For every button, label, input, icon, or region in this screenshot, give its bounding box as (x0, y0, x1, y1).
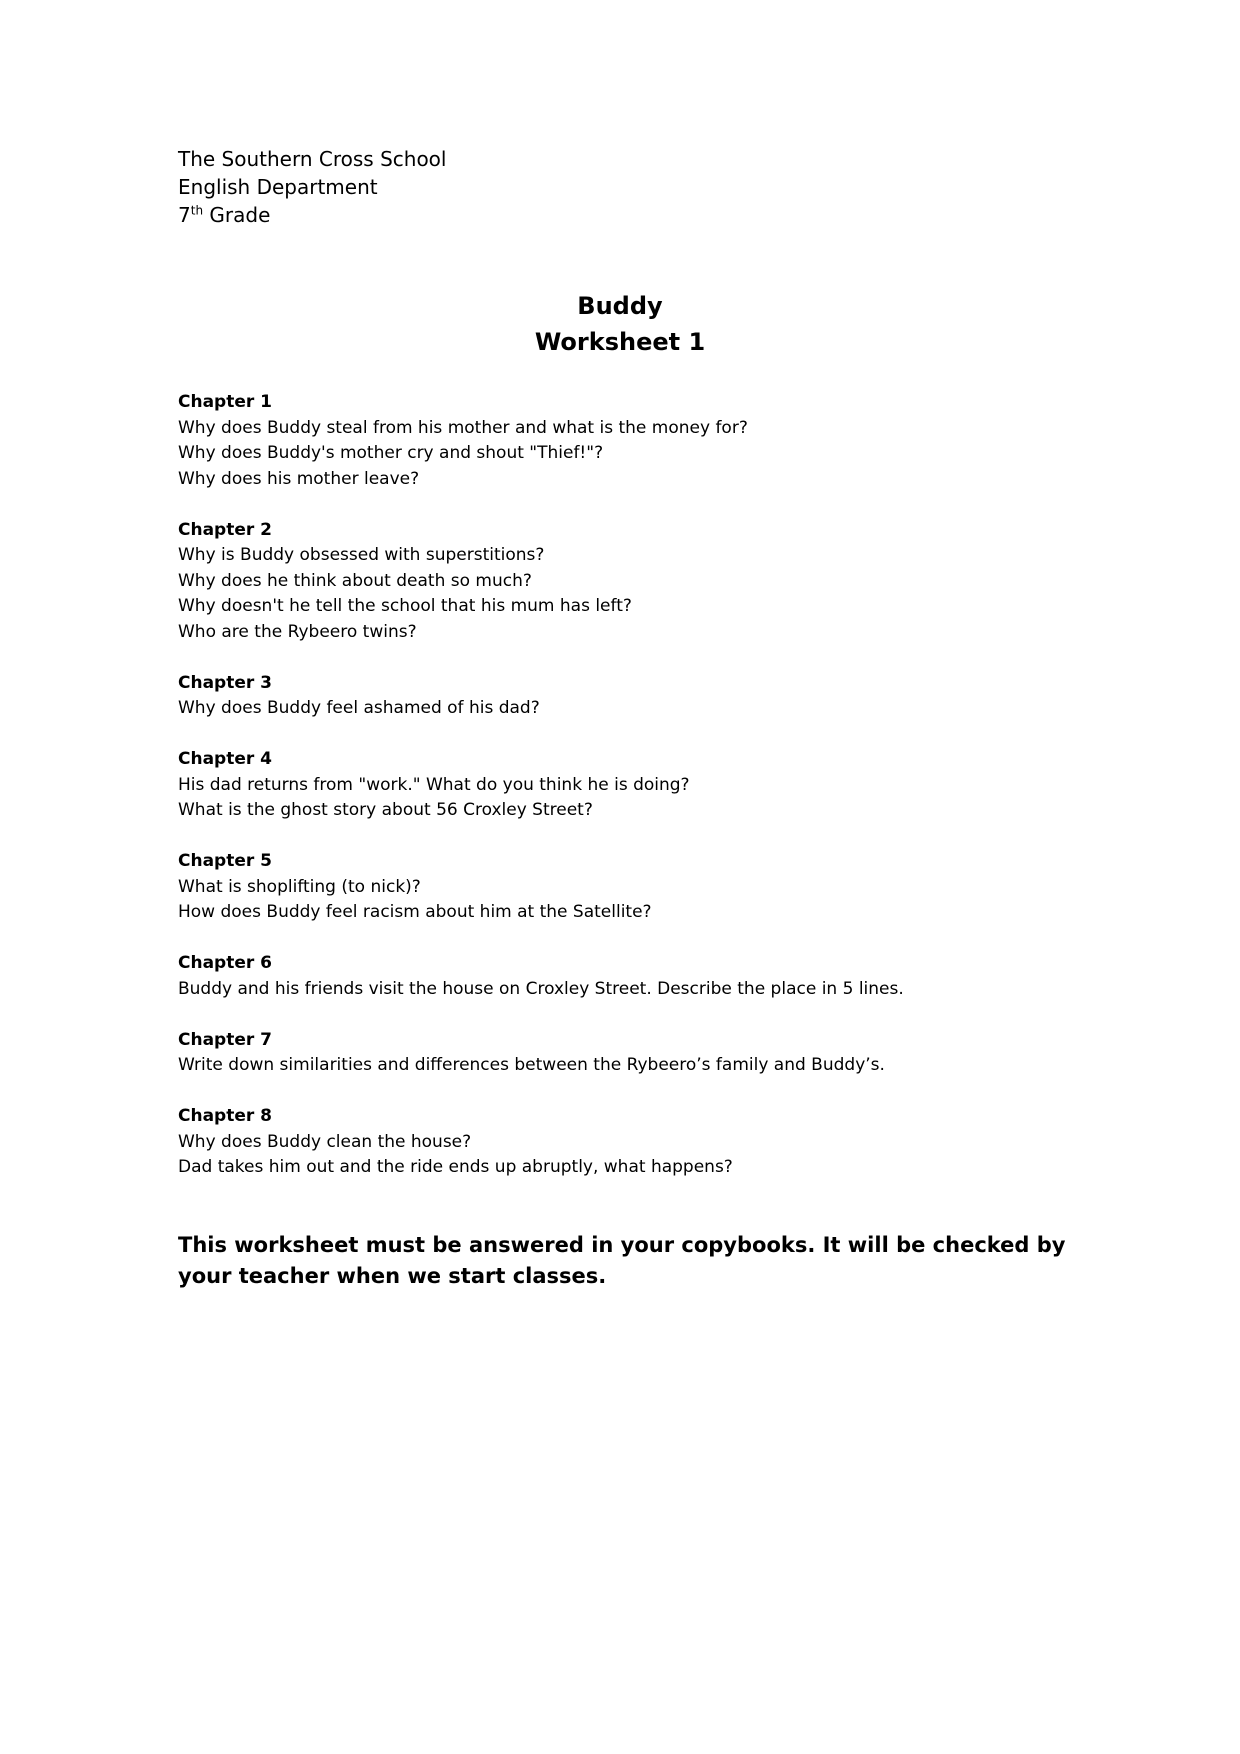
grade-word: Grade (203, 203, 271, 227)
question-text: Write down similarities and differences between the Rybeero’s family and Buddy’s. (178, 1055, 885, 1075)
question-text: His dad returns from "work." What do you think he is doing? (178, 774, 690, 795)
school-header (178, 145, 446, 229)
chapter-section (178, 1028, 1078, 1079)
question-text: Dad takes him out and the ride ends up abruptly, what happens? (178, 1157, 733, 1177)
question-text: Why does Buddy feel ashamed of his dad? (178, 698, 540, 718)
question-text: Who are the Rybeero twins? (178, 621, 417, 642)
grade-suffix: th (190, 203, 204, 218)
chapter-heading: Chapter 1 (178, 392, 273, 412)
chapter-heading: Chapter 6 (178, 953, 273, 973)
chapter-section (178, 951, 1078, 1002)
question-text: Why does his mother leave? (178, 468, 420, 489)
chapter-heading: Chapter 4 (178, 749, 273, 769)
question-text: Why is Buddy obsessed with superstitions? (178, 545, 545, 565)
chapter-section (178, 747, 1078, 824)
chapter-list (178, 390, 1078, 1206)
grade-number: 7 (178, 203, 191, 227)
department-name: English Department (178, 175, 378, 199)
chapter-section (178, 849, 1078, 926)
school-name: The Southern Cross School (178, 147, 447, 171)
chapter-section (178, 518, 1078, 646)
chapter-heading: Chapter 7 (178, 1029, 273, 1050)
chapter-section (178, 1104, 1078, 1181)
question-text: Why does Buddy steal from his mother and what is the money for? (178, 417, 748, 438)
chapter-section (178, 671, 1078, 722)
chapter-section (178, 390, 1078, 492)
document-title: Buddy (577, 292, 663, 320)
title-block (0, 288, 1240, 360)
question-text: Why doesn't he tell the school that his mum has left? (178, 596, 632, 616)
chapter-heading: Chapter 8 (178, 1106, 273, 1126)
question-text: Why does Buddy's mother cry and shout "Thief!"? (178, 443, 604, 463)
chapter-heading: Chapter 2 (178, 519, 273, 540)
footer-note: This worksheet must be answered in your copybooks. It will be checked by your teacher when we start classes. (178, 1233, 1066, 1288)
question-text: Why does he think about death so much? (178, 570, 532, 591)
chapter-heading: Chapter 5 (178, 851, 273, 871)
question-text: Buddy and his friends visit the house on Croxley Street. Describe the place in 5 lines. (178, 978, 904, 999)
question-text: What is shoplifting (to nick)? (178, 876, 421, 897)
question-text: Why does Buddy clean the house? (178, 1131, 472, 1152)
document-subtitle: Worksheet 1 (534, 328, 706, 356)
question-text: What is the ghost story about 56 Croxley Street? (178, 800, 593, 820)
question-text: How does Buddy feel racism about him at the Satellite? (178, 902, 652, 922)
grade-line (178, 201, 446, 229)
chapter-heading: Chapter 3 (178, 672, 273, 693)
